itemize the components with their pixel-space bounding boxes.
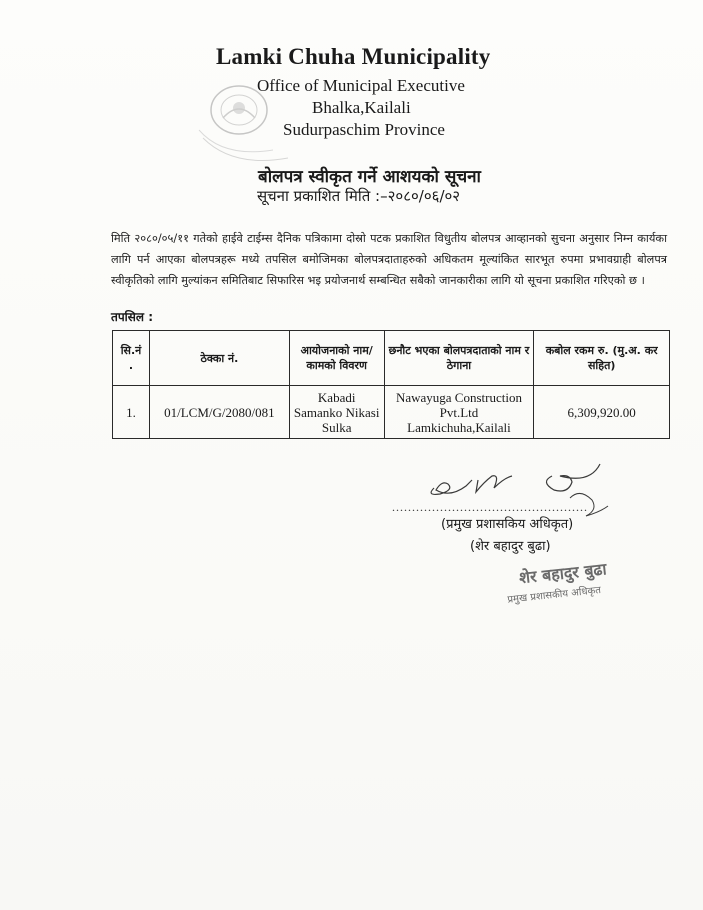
cell-amount: 6,309,920.00 [534,386,670,439]
notice-title: बोलपत्र स्वीकृत गर्ने आशयको सूचना [258,167,481,187]
details-label: तपसिल : [111,310,153,324]
signature-line: ................................................. [392,500,588,514]
col-header-bidder: छनौट भएका बोलपत्रदाताको नाम र ठेगाना [384,331,534,386]
table-row [113,386,670,439]
cell-sn: 1. [113,386,150,439]
municipality-name: Lamki Chuha Municipality [216,44,491,69]
col-header-contract-no: ठेक्का नं. [149,331,289,386]
cell-project: Kabadi Samanko Nikasi Sulka [289,386,384,439]
publication-date: सूचना प्रकाशित मिति :–२०८०/०६/०२ [257,187,461,205]
cell-contract-no: 01/LCM/G/2080/081 [149,386,289,439]
province-name: Sudurpaschim Province [283,120,445,139]
stamp-name: शेर बहादुर बुढा [518,559,608,588]
officer-title: (प्रमुख प्रशासकिय अधिकृत) [441,517,574,532]
col-header-project: आयोजनाको नाम/कामको विवरण [289,331,384,386]
cell-bidder: Nawayuga Construction Pvt.Ltd Lamkichuha,Kailali [384,386,534,439]
officer-name: (शेर बहादुर बुढा) [470,539,551,554]
stamp-title: प्रमुख प्रशासकीय अधिकृत [506,584,602,606]
col-header-sn: सि.नं . [113,331,150,386]
table-header-row [113,331,670,386]
tender-table [112,330,670,439]
col-header-amount: कबोल रकम रु. (मु.अ. कर सहित) [534,331,670,386]
name-stamp [504,552,658,611]
office-location: Bhalka,Kailali [312,98,411,117]
office-name: Office of Municipal Executive [257,76,465,95]
notice-body: मिति २०८०/०५/११ गतेको हाईवे टाईम्स दैनिक पत्रिकामा दोस्रो पटक प्रकाशित विधुतीय बोलपत्र आव्हानको सुचना अनुसार निम्न कार्यका लागि पर्न आएका बोलपत्रहरू मध्ये तपसिल बमोजिमका बोलपत्रदाताहरुको अधिकतम मूल्यांकित सारभूत रुपमा प्रभावग्राही बोलपत्र स्वीकृतिको लागि मुल्यांकन समितिबाट सिफारिस भइ प्रयोजनार्थ सम्बन्धित सबैको जानकारीका लागि यो सूचना प्रकाशित गरिएको छ । [111,232,667,287]
